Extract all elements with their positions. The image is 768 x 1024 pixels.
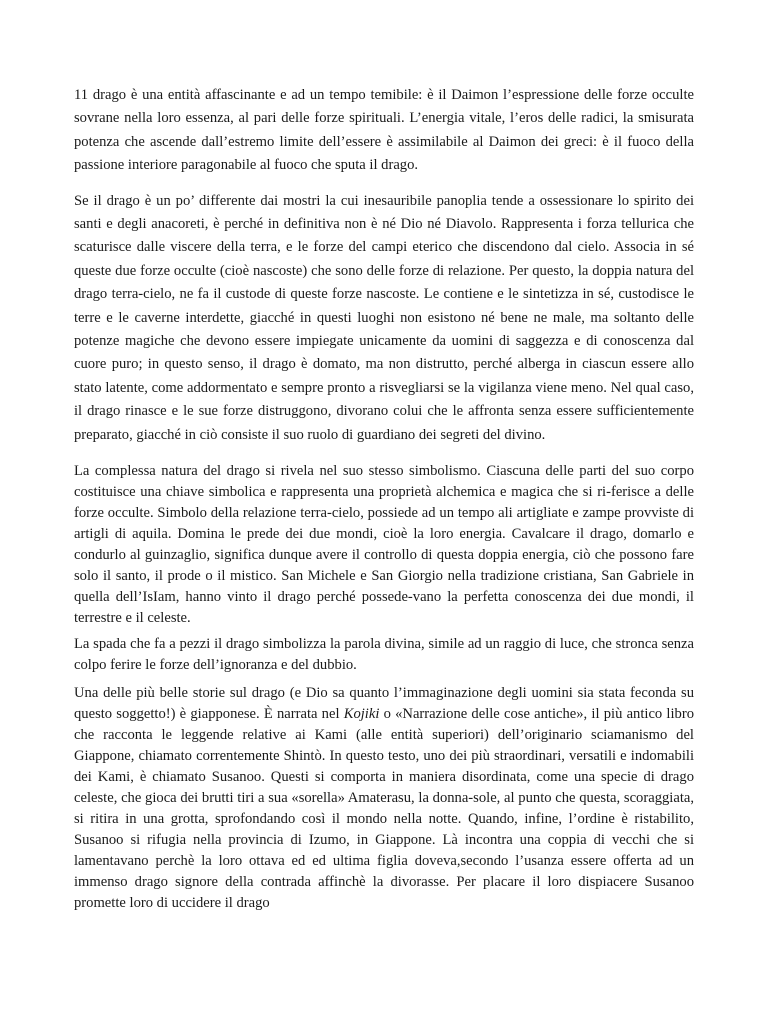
kojiki-text-before: Una delle più belle storie sul drago (e Dio sa quanto l’immaginazione degli uomini sia stata feconda su questo soggetto!) è giapponese. È narrata nel — [74, 685, 694, 723]
paragraph-guardian: Se il drago è un po’ differente dai mostri la cui inesauribile panoplia tende a ossessionare lo spirito dei santi e degli anacoreti, è perché in definitiva non è né Dio né Diavolo. Rappresenta i forza tellurica che scaturisce dalle viscere della terra, e le forze del campi eterico che discendono dal cielo. Associa in sé queste due forze occulte (cioè nascoste) che sono delle forze di relazione. Per questo, la doppia natura del drago terra-cielo, ne fa il custode di queste forze nascoste. Le contiene e le sintetizza in sé, custodisce le terre e le caverne interdette, giacché in questi luoghi non esistono né bene ne male, ma soltanto delle potenze magiche che devono essere impiegate unicamente da uomini di saggezza e di conoscenza dal cuore puro; in questo senso, il drago è domato, ma non distrutto, perché alberga in ciascun essere allo stato latente, come addormentato e sempre pronto a risvegliarsi se la vigilanza viene meno. Nel qual caso, il drago rinasce e le sue forze distruggono, divorano colui che le affronta senza essere sufficientemente preparato, giacché in ciò consiste il suo ruolo di guardiano dei segreti del divino. — [74, 192, 694, 443]
paragraph-symbolism: La complessa natura del drago si rivela nel suo stesso simbolismo. Ciascuna delle parti del suo corpo costituisce una chiave simbolica e rappresenta una proprietà alchemica e magica che si ri-ferisce a delle forze occulte. Simbolo della relazione terra-cielo, possiede ad un tempo ali artigliate e zampe provviste di artigli di aquila. Domina le prede dei due mondi, cioè la loro energia. Cavalcare il drago, domarlo e condurlo al guinzaglio, significa dunque avere il controllo di questa doppia energia, ciò che possono fare solo il santo, il prode o il mistico. San Michele e San Giorgio nella tradizione cristiana, San Gabriele in quella dell’IsIam, hanno vinto il drago perché possede-vano la perfetta conoscenza dei due mondi, il terrestre e il celeste. — [74, 463, 694, 627]
kojiki-text-after: o «Narrazione delle cose antiche», il più antico libro che racconta le leggende relative ai Kami (alle entità superiori) dell’originario sciamanismo del Giappone, chiamato correntemente Shintò. In questo testo, uno dei più straordinari, versatili e indomabili dei Kami, è chiamato Susanoo. Questi si comporta in maniera disordinata, come una specie di drago celeste, che gioca dei brutti tiri a sua «sorella» Amaterasu, la donna-sole, al punto che questa, scoraggiata, si ritira in una grotta, sprofondando così il mondo nella notte. Quando, infine, l’ordine è ristabilito, Susanoo si rifugia nella provincia di Izumo, in Giappone. Là incontra una coppia di vecchi che si lamentavano perchè la loro ottava ed ed ultima figlia doveva,secondo l’usanza essere offerta ad un immenso drago signore della contrada affinchè la divorasse. Per placare il loro dispiacere Susanoo promette loro di uccidere il drago — [74, 706, 694, 912]
paragraph-daimon: 11 drago è una entità affascinante e ad un tempo temibile: è il Daimon l’espressione delle forze occulte sovrane nella loro essenza, al pari delle forze spirituali. L’energia vitale, l’eros delle radici, la smisurata potenza che ascende dall’estremo limite dell’essere è assimilabile al Daimon dei greci: è il fuoco della passione interiore paragonabile al fuoco che sputa il drago. — [74, 87, 694, 174]
document-page — [74, 84, 694, 914]
kojiki-title: Kojiki — [343, 706, 380, 723]
paragraph-sword: La spada che fa a pezzi il drago simbolizza la parola divina, simile ad un raggio di luce, che stronca senza colpo ferire le forze dell’ignoranza e del dubbio. — [74, 636, 694, 674]
paragraph-kojiki — [74, 683, 694, 914]
